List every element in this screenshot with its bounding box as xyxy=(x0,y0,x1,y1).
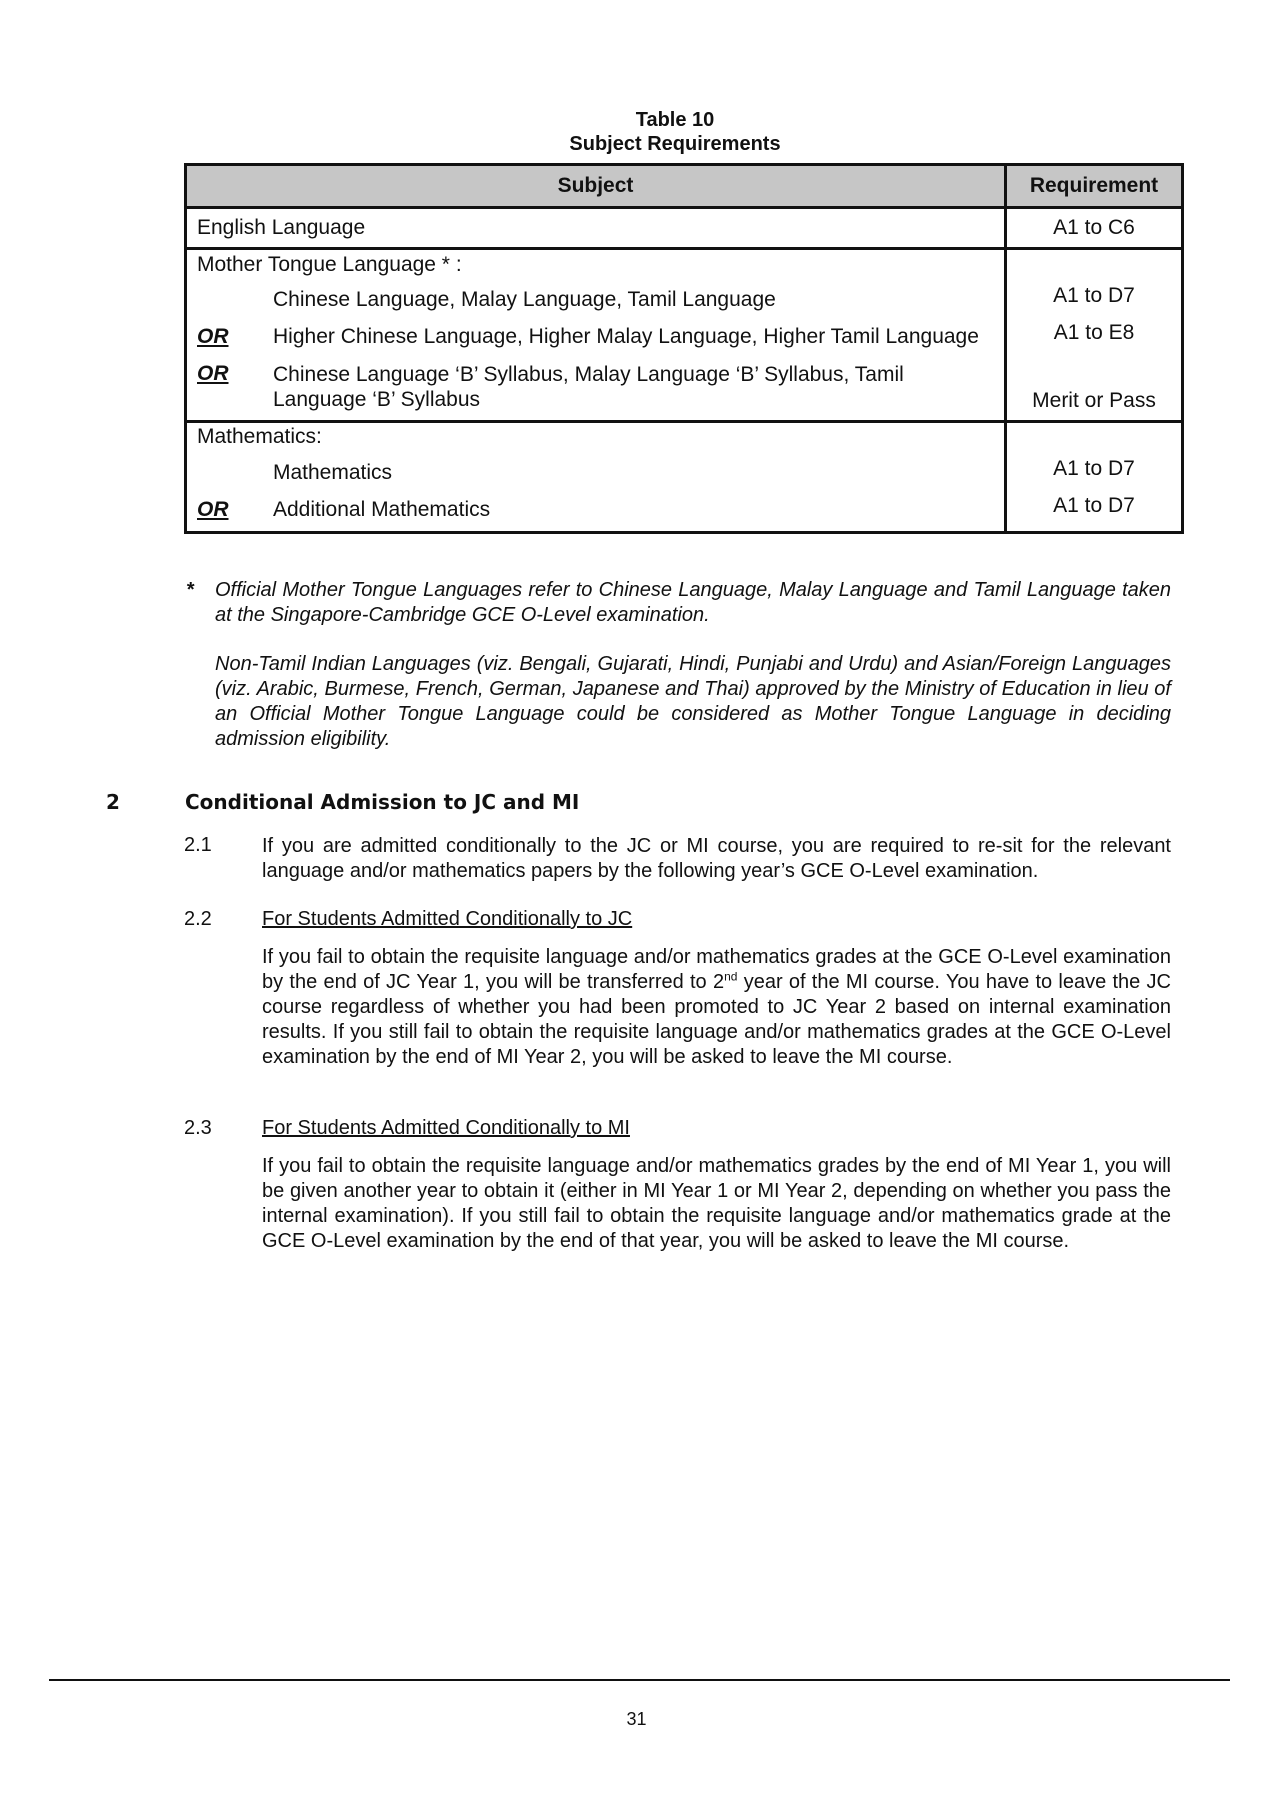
para-2-1-text: If you are admitted conditionally to the JC or MI course, you are required to re-sit for the relevant language and/or mathematics papers by the following year’s GCE O-Level examination. xyxy=(262,835,1171,882)
english-subject: English Language xyxy=(186,208,1006,249)
subject-requirements-table xyxy=(184,163,1184,534)
mt-option3-requirement: Merit or Pass xyxy=(1006,358,1183,422)
para-2-2-title: For Students Admitted Conditionally to JC xyxy=(262,908,633,930)
para-2-3-number: 2.3 xyxy=(184,1117,212,1139)
or-label: OR xyxy=(197,325,229,348)
mt-option1-cell xyxy=(186,284,1006,321)
math-option1-text: Mathematics xyxy=(273,461,393,484)
mother-tongue-label: Mother Tongue Language * : xyxy=(186,249,1006,285)
header-subject: Subject xyxy=(186,165,1006,208)
math-option2-requirement: A1 to D7 xyxy=(1006,494,1183,533)
mt-option3-cell xyxy=(186,358,1006,422)
mt-option2-text: Higher Chinese Language, Higher Malay Language, Higher Tamil Language xyxy=(273,325,979,348)
footnote-official-mt xyxy=(186,578,1171,628)
mathematics-label: Mathematics: xyxy=(186,422,1006,458)
footnote-asterisk: * xyxy=(186,579,194,601)
superscript-nd: nd xyxy=(724,969,738,984)
table-row-mt-option2 xyxy=(186,321,1183,358)
table-number: Table 10 xyxy=(635,109,715,131)
footnote-text-2: Non-Tamil Indian Languages (viz. Bengali, Gujarati, Hindi, Punjabi and Urdu) and Asian/Foreign Languages (viz. Arabic, Burmese, French, German, Japanese and Thai) approved by the Ministry of Education in lieu of an Official Mother Tongue Language could be considered as Mother Tongue Language in deciding admission eligibility. xyxy=(215,653,1171,750)
para-2-2-text: If you fail to obtain the requisite language and/or mathematics grades at the GCE O-Level examination by the end of JC Year 1, you will be transferred to 2nd year of the MI course. You have to leave the JC course regardless of whether you had been promoted to JC Year 2 based on internal examination results. If you still fail to obtain the requisite language and/or mathematics grades at the GCE O-Level examination by the end of MI Year 2, you will be asked to leave the MI course. xyxy=(262,946,1172,1068)
math-option1-requirement: A1 to D7 xyxy=(1006,457,1183,494)
math-option2-text: Additional Mathematics xyxy=(273,498,491,521)
footer-divider xyxy=(49,1679,1230,1681)
math-option2-cell xyxy=(186,494,1006,533)
footnote-text-1: Official Mother Tongue Languages refer to Chinese Language, Malay Language and Tamil Language taken at the Singapore-Cambridge GCE O-Level examination. xyxy=(215,579,1171,626)
footnote-non-tamil xyxy=(186,652,1171,752)
section-number: 2 xyxy=(106,790,120,814)
para-2-1-number: 2.1 xyxy=(184,834,212,856)
table-row-mt-option3 xyxy=(186,358,1183,422)
header-requirement: Requirement xyxy=(1006,165,1183,208)
mt-option1-requirement: A1 to D7 xyxy=(1006,284,1183,321)
mt-option2-cell xyxy=(186,321,1006,358)
page-number: 31 xyxy=(626,1709,647,1729)
or-label: OR xyxy=(197,362,229,385)
para-2-3-text: If you fail to obtain the requisite language and/or mathematics grades by the end of MI Year 1, you will be given another year to obtain it (either in MI Year 1 or MI Year 2, depending on whether you pass the internal examination). If you still fail to obtain the requisite language and/or mathematics grade at the GCE O-Level examination by the end of that year, you will be asked to leave the MI course. xyxy=(262,1155,1171,1252)
english-requirement: A1 to C6 xyxy=(1006,208,1183,249)
math-option1-cell xyxy=(186,457,1006,494)
table-row-mt-option1 xyxy=(186,284,1183,321)
table-title: Subject Requirements xyxy=(569,133,781,155)
mt-option1-text: Chinese Language, Malay Language, Tamil Language xyxy=(273,288,776,311)
table-row-english xyxy=(186,208,1183,249)
para-2-3-title: For Students Admitted Conditionally to MI xyxy=(262,1117,630,1139)
para-2-2-number: 2.2 xyxy=(184,908,212,930)
table-row-mathematics-label xyxy=(186,422,1183,458)
or-label: OR xyxy=(197,498,229,521)
table-row-math-option2 xyxy=(186,494,1183,533)
table-row-math-option1 xyxy=(186,457,1183,494)
mt-option2-requirement: A1 to E8 xyxy=(1006,321,1183,358)
table-row-mother-tongue-label xyxy=(186,249,1183,285)
table-header-row xyxy=(186,165,1183,208)
mt-option3-text: Chinese Language ‘B’ Syllabus, Malay Language ‘B’ Syllabus, Tamil Language ‘B’ Syllabus xyxy=(273,363,904,411)
section-title: Conditional Admission to JC and MI xyxy=(185,790,580,814)
